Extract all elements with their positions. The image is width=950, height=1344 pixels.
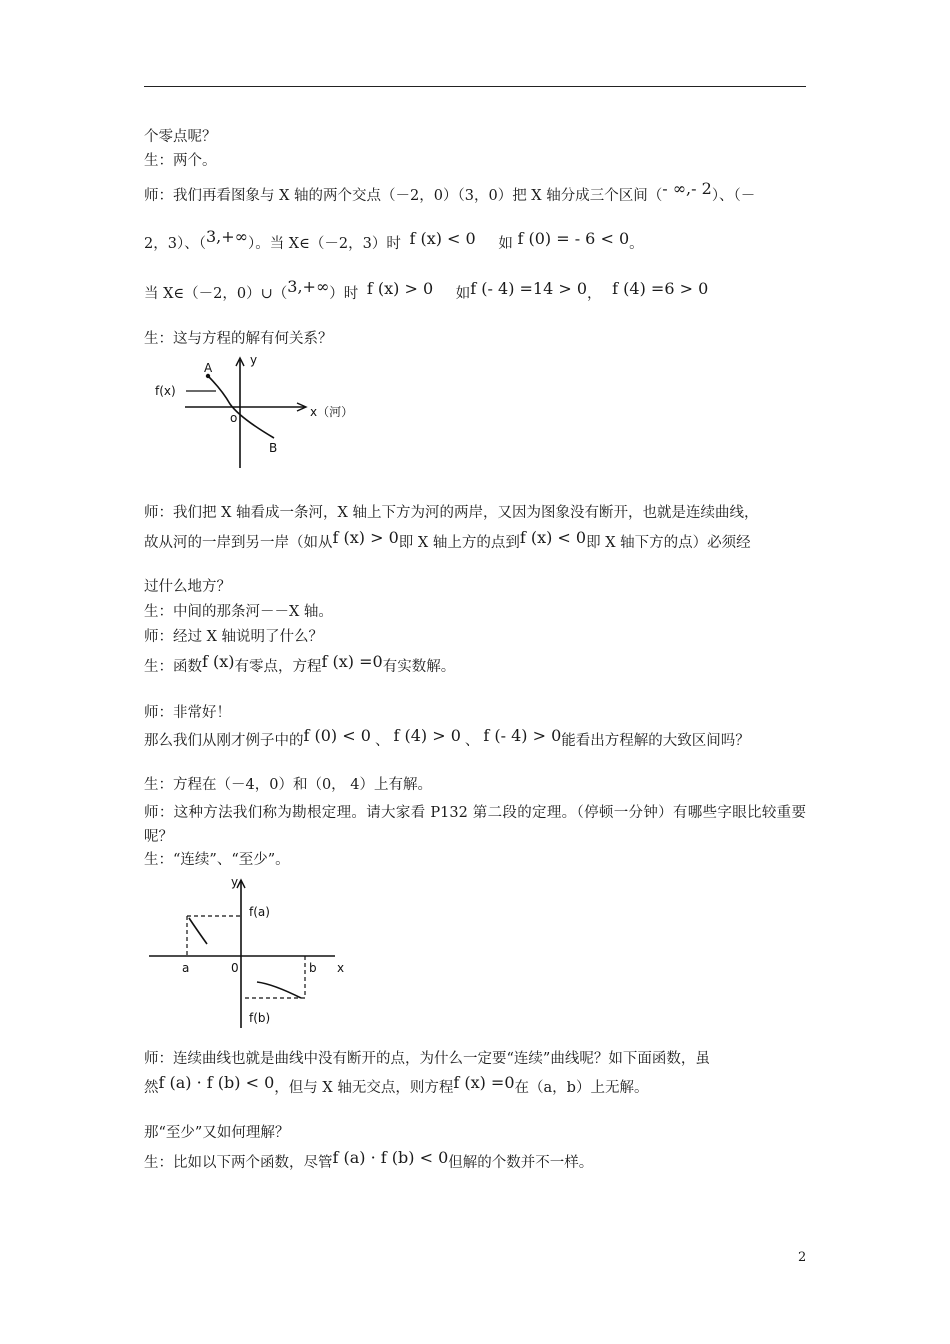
inequality-formula: f (x) < 0 bbox=[409, 229, 476, 248]
text-line: 当 X∈（－2，0）∪（3,+∞）时 f (x) > 0 如f (- 4) =14 > 0， f (4) =6 > 0 bbox=[144, 277, 709, 302]
text-line: 生：中间的那条河－－X 轴。 bbox=[144, 604, 333, 620]
origin-label: 0 bbox=[231, 961, 239, 975]
b-label: B bbox=[269, 441, 278, 455]
text-line: 过什么地方？ bbox=[144, 579, 231, 595]
text-paragraph: 师：这种方法我们称为勘根定理。请大家看 P132 第二段的定理。（停顿一分钟）有哪些字眼比较重要呢？ bbox=[144, 805, 806, 845]
text-line: 那么我们从刚才例子中的f (0) < 0 、 f (4) > 0 、 f (- 4) > 0能看出方程解的大致区间吗？ bbox=[144, 726, 750, 749]
inequality-formula: f (4) =6 > 0 bbox=[612, 279, 709, 298]
origin-label: o bbox=[230, 411, 238, 425]
interval-formula: - ∞,- 2 bbox=[662, 179, 712, 198]
text-line: 然f (a) · f (b) < 0，但与 X 轴无交点，则方程f (x) =0在（a，b）上无解。 bbox=[144, 1073, 649, 1096]
text-line: 故从河的一岸到另一岸（如从f (x) > 0即 X 轴上方的点到f (x) < 0即 X 轴下方的点）必须经 bbox=[144, 528, 751, 551]
x-river-label: x（河） bbox=[310, 405, 354, 419]
text-line: 生：比如以下两个函数，尽管f (a) · f (b) < 0但解的个数并不一样。 bbox=[144, 1148, 594, 1171]
fx-label: f(x) bbox=[155, 384, 176, 398]
product-formula: f (a) · f (b) < 0 bbox=[332, 1148, 449, 1167]
text-line: 师：我们再看图象与 X 轴的两个交点（－2，0）（3，0）把 X 轴分成三个区间（- ∞,- 2）、（－ bbox=[144, 179, 756, 204]
inequality-formula: f (4) > 0 bbox=[393, 726, 461, 745]
inequality-formula: f (- 4) > 0 bbox=[483, 726, 562, 745]
text-line: 师：非常好！ bbox=[144, 705, 231, 721]
page-number: 2 bbox=[798, 1250, 807, 1265]
inequality-formula: f (x) > 0 bbox=[332, 528, 399, 547]
text-line: 生：这与方程的解有何关系？ bbox=[144, 331, 333, 347]
y-label: y bbox=[250, 353, 258, 367]
river-crossing-figure bbox=[150, 350, 380, 475]
x-label: x bbox=[337, 961, 345, 975]
text-line: 师：连续曲线也就是曲线中没有断开的点，为什么一定要“连续”曲线呢？如下面函数，虽 bbox=[144, 1051, 710, 1067]
a-label: a bbox=[182, 961, 190, 975]
text-line: 生：函数f (x)有零点，方程f (x) =0有实数解。 bbox=[144, 652, 456, 675]
b-label: b bbox=[309, 961, 317, 975]
text-line: 师：我们把 X 轴看成一条河，X 轴上下方为河的两岸，又因为图象没有断开，也就是连续曲线， bbox=[144, 505, 759, 521]
continuity-figure bbox=[145, 870, 360, 1035]
right-curve bbox=[257, 982, 301, 998]
interval-formula: 3,+∞ bbox=[205, 227, 248, 246]
inequality-formula: f (x) < 0 bbox=[519, 528, 587, 547]
function-formula: f (x) bbox=[202, 652, 235, 671]
inequality-formula: f (x) > 0 bbox=[366, 279, 434, 298]
header-rule bbox=[144, 86, 806, 87]
a-label: A bbox=[204, 361, 213, 375]
inequality-formula: f (0) < 0 bbox=[303, 726, 371, 745]
text-line: 生：两个。 bbox=[144, 153, 217, 169]
inequality-formula: f (- 4) =14 > 0 bbox=[470, 279, 588, 298]
text-line: 生：“连续”、“至少”。 bbox=[144, 852, 290, 868]
product-formula: f (a) · f (b) < 0 bbox=[158, 1073, 275, 1092]
text-line: 个零点呢？ bbox=[144, 129, 217, 145]
equation-formula: f (x) =0 bbox=[453, 1073, 515, 1092]
left-curve bbox=[189, 918, 207, 944]
equation-formula: f (x) =0 bbox=[321, 652, 383, 671]
text-line: 生：方程在（－4，0）和（0， 4）上有解。 bbox=[144, 777, 433, 793]
inequality-formula: f (0) = - 6 < 0 bbox=[517, 229, 630, 248]
text-line: 那“至少”又如何理解？ bbox=[144, 1125, 290, 1141]
y-label: y bbox=[231, 875, 239, 889]
fa-label: f(a) bbox=[249, 905, 270, 919]
fb-label: f(b) bbox=[249, 1011, 271, 1025]
text-line: 2，3）、（3,+∞）。当 X∈（－2，3）时 f (x) < 0 如 f (0) = - 6 < 0。 bbox=[144, 227, 644, 252]
text-line: 师：经过 X 轴说明了什么？ bbox=[144, 629, 324, 645]
interval-formula: 3,+∞ bbox=[287, 277, 330, 296]
